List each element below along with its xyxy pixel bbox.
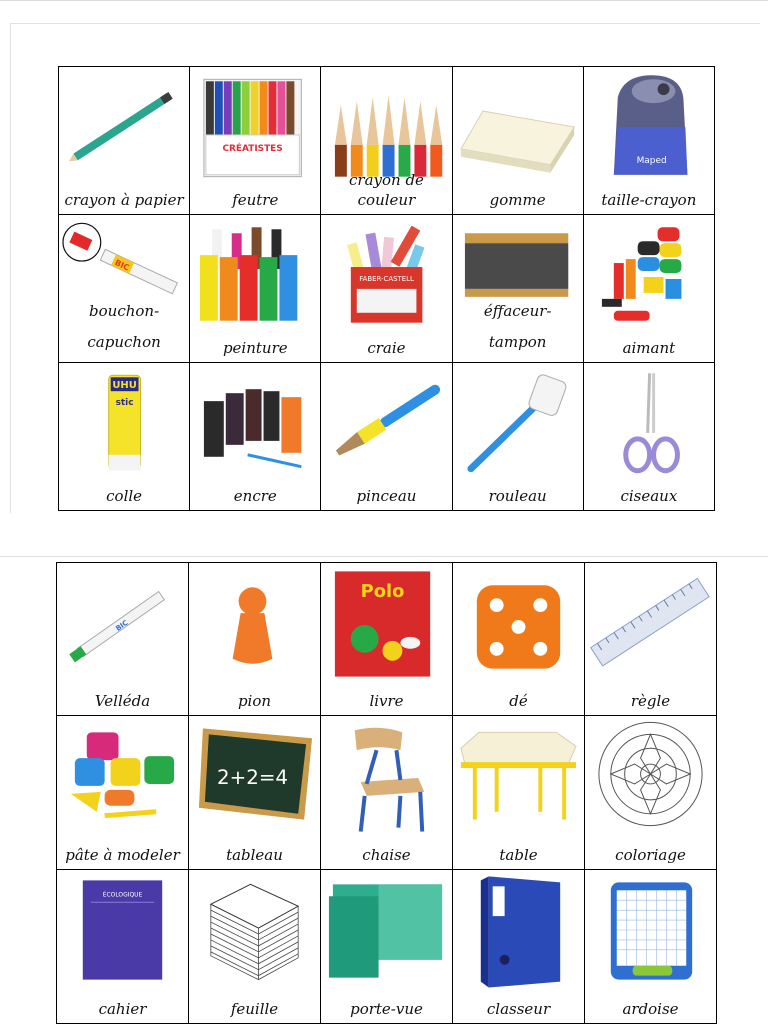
label-table: table <box>499 845 538 864</box>
label-classeur: classeur <box>486 999 551 1018</box>
card-folder <box>321 870 453 1024</box>
glue-brand: UHU <box>112 380 137 392</box>
card-dice <box>453 563 585 716</box>
glue-stick-icon <box>59 363 189 481</box>
card-table <box>453 716 585 870</box>
label-ciseaux: ciseaux <box>620 486 678 505</box>
card-colored-pencils <box>321 67 452 215</box>
sheet-two <box>0 556 768 1024</box>
label-velleda: Velléda <box>94 691 151 710</box>
card-board-eraser <box>452 215 583 363</box>
card-chalk <box>321 215 452 363</box>
scissors-icon <box>584 363 714 481</box>
paintbrush-icon <box>321 363 451 481</box>
label-de: dé <box>509 691 528 710</box>
book-title: Polo <box>360 581 405 603</box>
label-effaceur-tampon-text: éffaceur- tampon <box>483 302 552 351</box>
magnets-icon <box>584 215 714 333</box>
card-play-dough <box>57 716 189 870</box>
label-crayon-a-papier: crayon à papier <box>64 190 184 209</box>
sharpener-brand: Maped <box>636 155 667 166</box>
card-magnets <box>583 215 714 363</box>
vocabulary-grid-one <box>58 66 715 511</box>
notebook-brand: ÉCOLOGIQUE <box>102 891 143 899</box>
chalk-brand: FABER-CASTELL <box>359 274 415 283</box>
label-effaceur-tampon <box>453 296 583 358</box>
book-icon <box>321 563 452 683</box>
card-paper <box>189 870 321 1024</box>
label-crayon-de-couleur: crayon de couleur <box>349 170 424 209</box>
chalk-box-icon <box>321 215 451 333</box>
label-colle: colle <box>106 486 143 505</box>
felt-pens-icon <box>190 67 320 185</box>
card-scissors <box>583 363 714 511</box>
label-pate-a-modeler: pâte à modeler <box>65 845 180 864</box>
card-pencil <box>59 67 190 215</box>
label-feutre: feutre <box>232 190 279 209</box>
card-pen-cap <box>59 215 190 363</box>
card-marker <box>57 563 189 716</box>
label-pinceau: pinceau <box>356 486 417 505</box>
table-icon <box>453 716 584 836</box>
card-ink <box>190 363 321 511</box>
vocabulary-grid-two <box>56 562 717 1024</box>
card-notebook <box>57 870 189 1024</box>
card-slate <box>585 870 717 1024</box>
glue-sub: stic <box>115 398 134 409</box>
card-eraser <box>452 67 583 215</box>
card-book <box>321 563 453 716</box>
label-tableau: tableau <box>226 845 283 864</box>
mandala-icon <box>585 716 716 836</box>
notebook-icon <box>57 870 188 990</box>
label-encre: encre <box>233 486 277 505</box>
label-cahier: cahier <box>98 999 147 1018</box>
card-mandala <box>585 716 717 870</box>
card-chalkboard <box>189 716 321 870</box>
card-glue <box>59 363 190 511</box>
felt-pens-brand: CRÉATISTES <box>222 143 283 154</box>
label-craie: craie <box>367 338 406 357</box>
card-pawn <box>189 563 321 716</box>
colored-pencils-icon <box>321 67 451 185</box>
ruler-icon <box>585 563 716 683</box>
label-livre: livre <box>369 691 404 710</box>
paper-stack-icon <box>189 870 320 990</box>
pencil-icon <box>59 67 189 185</box>
label-rouleau: rouleau <box>488 486 547 505</box>
card-felt-pens <box>190 67 321 215</box>
label-bouchon-capuchon <box>59 296 189 358</box>
label-coloriage: coloriage <box>615 845 686 864</box>
label-pion: pion <box>237 691 272 710</box>
chair-icon <box>321 716 452 836</box>
label-ardoise: ardoise <box>622 999 679 1018</box>
label-taille-crayon: taille-crayon <box>601 190 697 209</box>
ink-bottles-icon <box>190 363 320 481</box>
binder-icon <box>453 870 584 990</box>
chalkboard-icon <box>189 716 320 836</box>
label-aimant: aimant <box>622 338 676 357</box>
marker-icon <box>57 563 188 683</box>
card-ruler <box>585 563 717 716</box>
label-chaise: chaise <box>362 845 411 864</box>
card-roller <box>452 363 583 511</box>
label-regle: règle <box>630 691 671 710</box>
label-bouchon-capuchon-text: bouchon- capuchon <box>87 302 161 351</box>
board-text: 2+2=4 <box>216 765 289 789</box>
card-binder <box>453 870 585 1024</box>
card-paintbrush <box>321 363 452 511</box>
label-porte-vue: porte-vue <box>350 999 423 1018</box>
card-paint <box>190 215 321 363</box>
card-sharpener <box>583 67 714 215</box>
game-pawn-icon <box>189 563 320 683</box>
eraser-icon <box>453 67 583 185</box>
label-peinture: peinture <box>222 338 288 357</box>
card-chair <box>321 716 453 870</box>
pen-brand: BIC <box>113 258 131 273</box>
paint-bottles-icon <box>190 215 320 333</box>
paint-roller-icon <box>453 363 583 481</box>
slate-board-icon <box>585 870 716 990</box>
label-gomme: gomme <box>489 190 546 209</box>
marker-brand: BIC <box>114 618 130 633</box>
label-feuille: feuille <box>230 999 279 1018</box>
play-dough-icon <box>57 716 188 836</box>
dice-icon <box>453 563 584 683</box>
folder-icon <box>321 870 452 990</box>
sharpener-icon <box>584 67 714 185</box>
